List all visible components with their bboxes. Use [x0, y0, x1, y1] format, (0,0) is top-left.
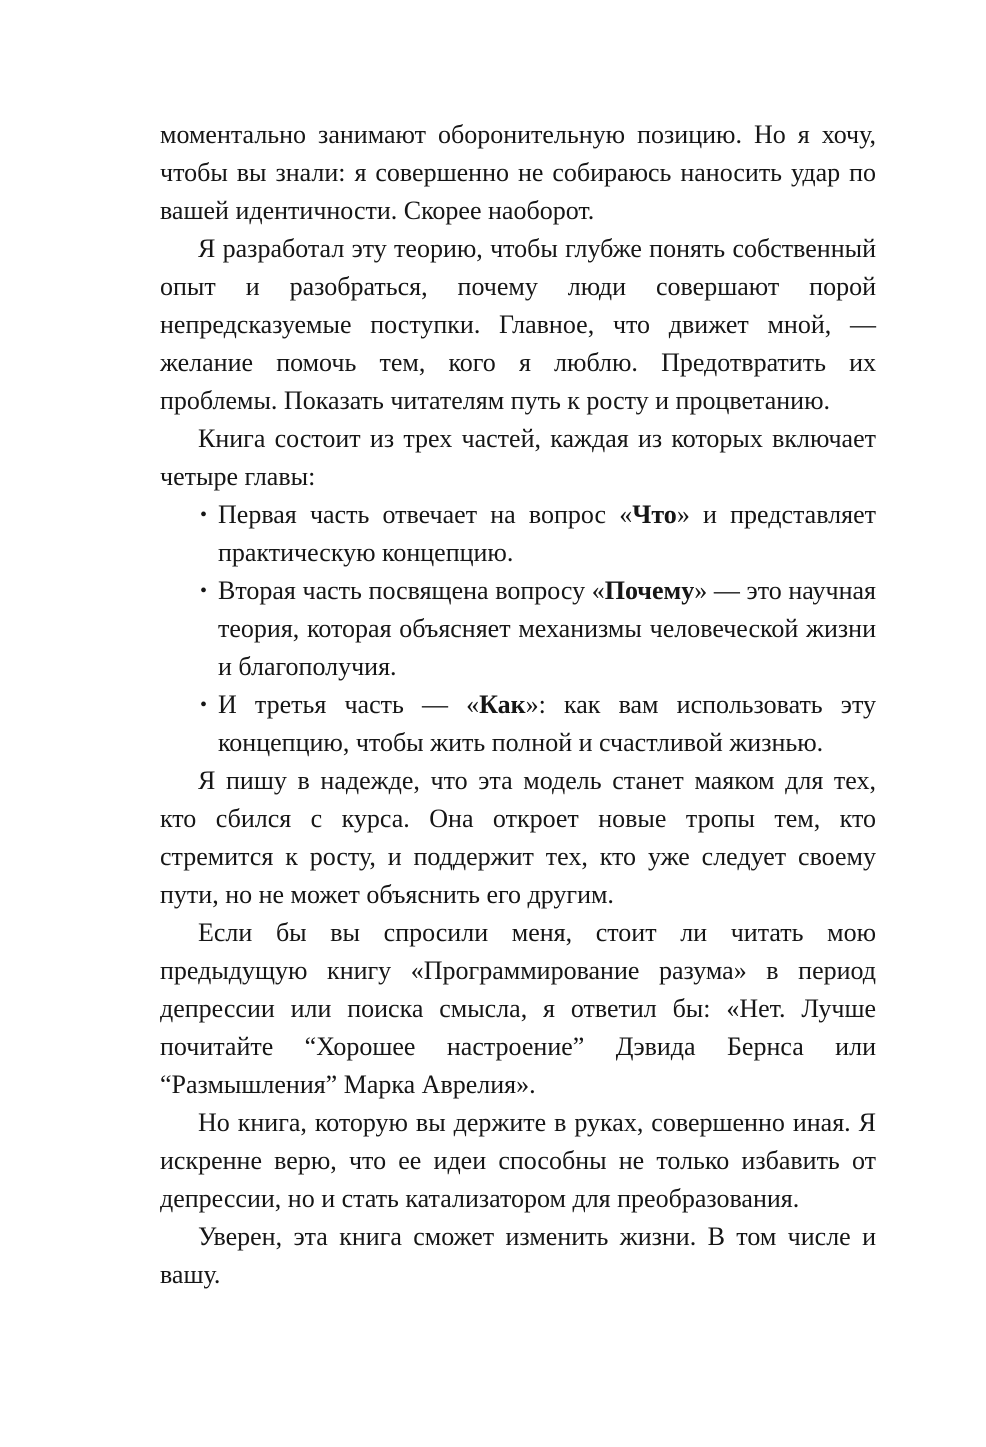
paragraph: Я пишу в надежде, что эта модель станет маяком для тех, кто сбился с курса. Она откроет новые тропы тем, кто стремится к росту, и поддержит тех, кто уже следует своему пути, но не может объяснить его другим.: [160, 766, 876, 909]
bullet-item: [160, 496, 876, 572]
paragraph: Книга состоит из трех частей, каждая из которых включает четыре главы:: [160, 424, 876, 491]
bullet-item-text: И третья часть — «Как»: как вам использовать эту концепцию, чтобы жить полной и счастливой жизнью.: [218, 690, 876, 757]
bullet-item: [160, 686, 876, 762]
bullet-item-text: Вторая часть посвящена вопросу «Почему» — это научная теория, которая объясняет механизмы человеческой жизни и благополучия.: [218, 576, 876, 681]
bullet-marker-icon: •: [200, 504, 208, 526]
paragraph: Уверен, эта книга сможет изменить жизни. В том числе и вашу.: [160, 1222, 876, 1289]
bullet-list: [160, 496, 876, 762]
bullet-item-text: Первая часть отвечает на вопрос «Что» и представляет практическую концепцию.: [218, 500, 876, 567]
bullet-item: [160, 572, 876, 686]
paragraph: Я разработал эту теорию, чтобы глубже понять собственный опыт и разобраться, почему люди совершают порой непредсказуемые поступки. Главное, что движет мной, — желание помочь тем, кого я люблю. Предотвратить их проблемы. Показать читателям путь к росту и процветанию.: [160, 234, 876, 415]
bullet-marker-icon: •: [200, 694, 208, 716]
paragraph: Если бы вы спросили меня, стоит ли читать мою предыдущую книгу «Программирование разума» в период депрессии или поиска смысла, я ответил бы: «Нет. Лучше почитайте “Хорошее настроение” Дэвида Бернса или “Размышления” Марка Аврелия».: [160, 918, 876, 1099]
paragraph: Но книга, которую вы держите в руках, совершенно иная. Я искренне верю, что ее идеи способны не только избавить от депрессии, но и стать катализатором для преобразования.: [160, 1108, 876, 1213]
bullet-marker-icon: •: [200, 580, 208, 602]
paragraph: моментально занимают оборонительную позицию. Но я хочу, чтобы вы знали: я совершенно не собираюсь наносить удар по вашей идентичности. Скорее наоборот.: [160, 120, 876, 225]
page-text: [160, 116, 876, 1294]
